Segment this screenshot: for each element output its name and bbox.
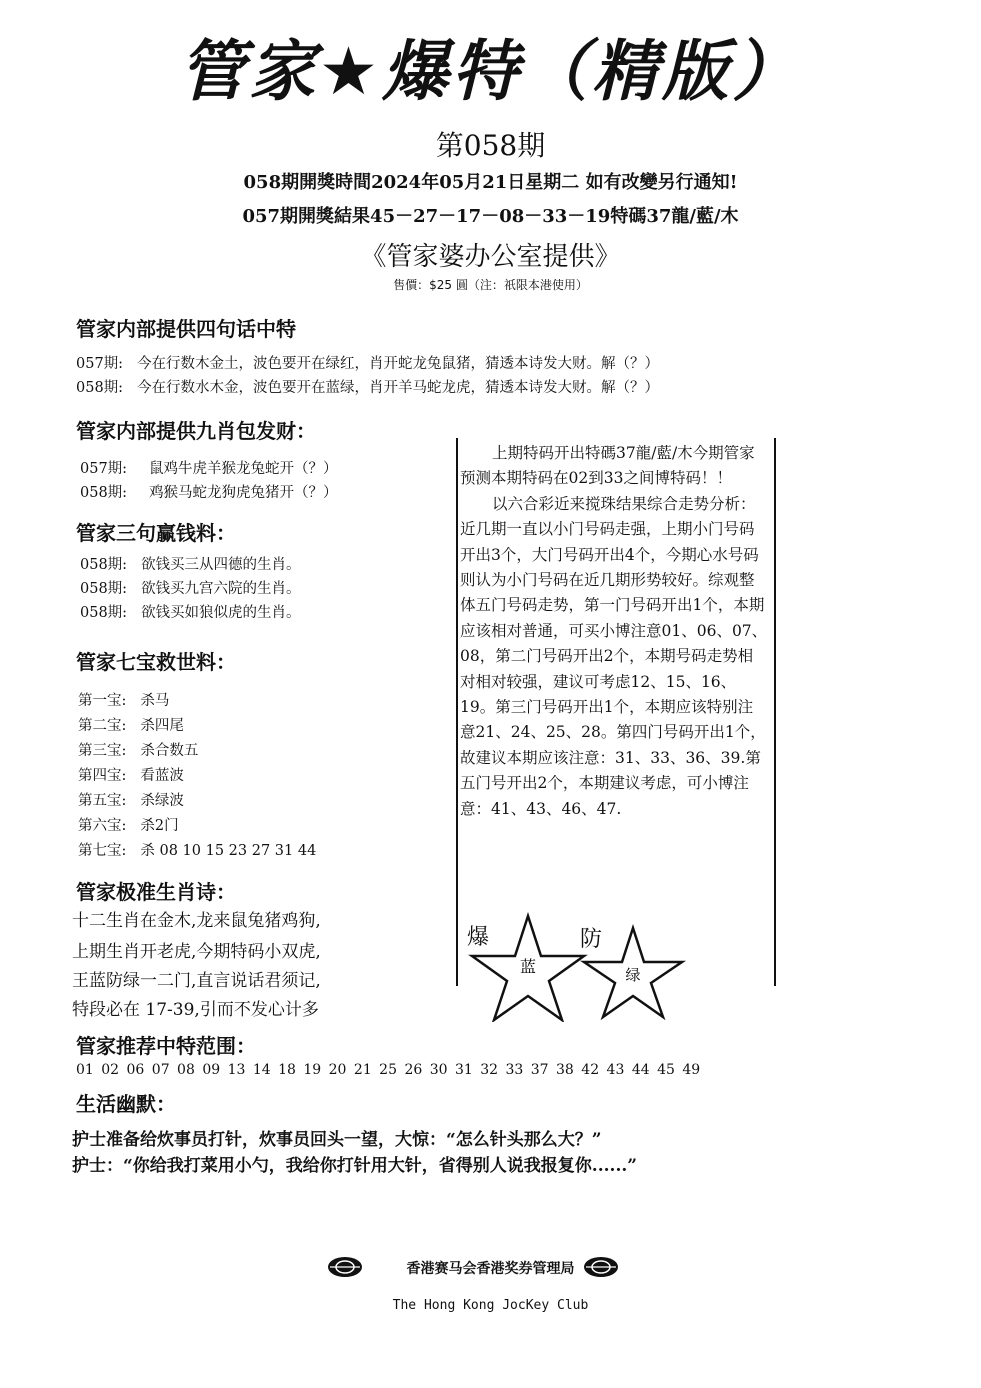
footer-org-name: 香港赛马会香港奖券管理局 [406, 1261, 575, 1277]
treasure-text: 杀2门 [140, 818, 179, 834]
period-label: 057期: [76, 356, 124, 372]
jockey-club-logo-icon [582, 1255, 620, 1279]
analysis-para1-rest: 今期管家预测本期特码在02到33之间博特码！！ [460, 444, 755, 488]
treasure-label: 第三宝: [78, 743, 127, 759]
treasure-label: 第七宝: [78, 843, 127, 859]
treasure-item [78, 714, 184, 735]
star-icon [578, 924, 688, 1020]
analysis-text [460, 441, 768, 822]
treasure-label: 第四宝: [78, 768, 127, 784]
analysis-para2-first: 以六合彩近来搅珠结果综合走势 [492, 494, 710, 513]
provider: 《管家婆办公室提供》 [360, 242, 621, 272]
period-label: 058期: [80, 581, 128, 597]
treasure-item [78, 689, 169, 710]
nine-zodiac-heading: 管家内部提供九肖包发财： [76, 419, 316, 443]
period-label: 058期: [76, 380, 124, 396]
four-lines-text: 今在行数木金土，波色要开在绿红，肖开蛇龙兔鼠猪，猜透本诗发大财。解（？） [137, 356, 660, 372]
star-label-boom: 爆 [467, 925, 490, 950]
poem-line: 十二生肖在金木,龙来鼠兔猪鸡狗, [72, 911, 321, 931]
treasure-label: 第二宝: [78, 718, 127, 734]
analysis-para2-rest: 分析：近几期一直以小门号码走强，上期小门号码开出3个，大门号码开出4个，今期心水号码则认为小门号码在近几期形势较好。综观整体五门号码走势，第一门号码开出1个，本期应该相对普通，可买小博注意01、06、07、08，第二门号码开出2个，本期号码走势相对相对较强，建议可考虑12、15、16、19。第三门号码开出1个，本期应该特别注意21、24、25、28。第四门号码开出1个，故建议本期应该注意：31、33、36、39.第五门号开出2个，本期建议考虑，可小博注意：41、43、46、47. [460, 494, 768, 818]
draw-time: 058期開獎時間2024年05月21日星期二 如有改變另行通知! [243, 172, 738, 193]
three-lines-text: 欲钱买如狼似虎的生肖。 [141, 605, 301, 621]
treasure-text: 看蓝波 [140, 768, 184, 784]
treasure-item [78, 789, 184, 810]
poem-line: 特段必在 17-39,引而不发心计多 [72, 1000, 319, 1020]
footer-english-name: The Hong Kong JocKey Club [392, 1298, 589, 1313]
three-lines-heading: 管家三句赢钱料： [76, 521, 236, 545]
poem-line: 上期生肖开老虎,今期特码小双虎, [72, 942, 321, 962]
poem-line: 王蓝防绿一二门,直言说话君须记, [72, 971, 321, 991]
star-text-green: 绿 [625, 966, 641, 984]
poem-heading: 管家极准生肖诗： [76, 880, 236, 904]
range-numbers: 01 02 06 07 08 09 13 14 18 19 20 21 25 26 30 31 32 33 37 38 42 43 44 45 49 [76, 1062, 701, 1078]
star-label-guard: 防 [580, 927, 603, 952]
three-lines-item [80, 601, 301, 622]
treasure-label: 第六宝: [78, 818, 127, 834]
nine-zodiac-text: 鼠鸡牛虎羊猴龙兔蛇开（？） [149, 461, 338, 477]
three-lines-item [80, 577, 301, 598]
four-lines-text: 今在行数水木金，波色要开在蓝绿，肖开羊马蛇龙虎，猜透本诗发大财。解（？） [137, 380, 660, 396]
page-title: 管家★爆特（精版） [178, 33, 803, 110]
three-lines-item [80, 553, 301, 574]
treasure-text: 杀 08 10 15 23 27 31 44 [140, 843, 317, 859]
period-label: 058期: [80, 485, 128, 501]
humor-heading: 生活幽默： [76, 1092, 176, 1116]
analysis-paragraph-1 [460, 441, 768, 492]
treasure-text: 杀马 [140, 693, 170, 709]
treasure-item [78, 739, 198, 760]
nine-zodiac-text: 鸡猴马蛇龙狗虎兔猪开（？） [149, 485, 338, 501]
analysis-paragraph-2 [460, 492, 768, 822]
star-text-blue: 蓝 [519, 957, 537, 976]
star-icon [466, 912, 590, 1022]
treasure-item [78, 839, 316, 860]
treasure-label: 第五宝: [78, 793, 127, 809]
price-note: 售價：$25 圓（注：祇限本港使用） [393, 278, 588, 292]
treasure-item [78, 814, 179, 835]
period-label: 058期: [80, 557, 128, 573]
seven-treasures-heading: 管家七宝救世料： [76, 650, 236, 674]
humor-line: 护士准备给炊事员打针，炊事员回头一望，大惊：“怎么针头那么大？” [72, 1130, 602, 1150]
humor-line: 护士：“你给我打菜用小勺，我给你打针用大针，省得别人说我报复你......” [72, 1156, 638, 1176]
three-lines-text: 欲钱买九宫六院的生肖。 [141, 581, 301, 597]
analysis-para1-first: 上期特码开出特碼37龍/藍/木 [492, 444, 693, 462]
nine-zodiac-item [80, 457, 338, 478]
four-lines-item [76, 376, 659, 397]
three-lines-text: 欲钱买三从四德的生肖。 [141, 557, 301, 573]
treasure-item [78, 764, 184, 785]
treasure-text: 杀合数五 [140, 743, 199, 759]
treasure-text: 杀绿波 [140, 793, 184, 809]
last-result: 057期開獎結果45－27－17－08－33－19特碼37龍/藍/木 [242, 206, 739, 227]
treasure-text: 杀四尾 [140, 718, 184, 734]
issue-number: 第058期 [435, 129, 546, 162]
period-label: 058期: [80, 605, 128, 621]
range-heading: 管家推荐中特范围： [76, 1034, 256, 1058]
four-lines-heading: 管家内部提供四句话中特 [76, 317, 296, 341]
nine-zodiac-item [80, 481, 338, 502]
four-lines-item [76, 352, 659, 373]
period-label: 057期: [80, 461, 128, 477]
treasure-label: 第一宝: [78, 693, 127, 709]
